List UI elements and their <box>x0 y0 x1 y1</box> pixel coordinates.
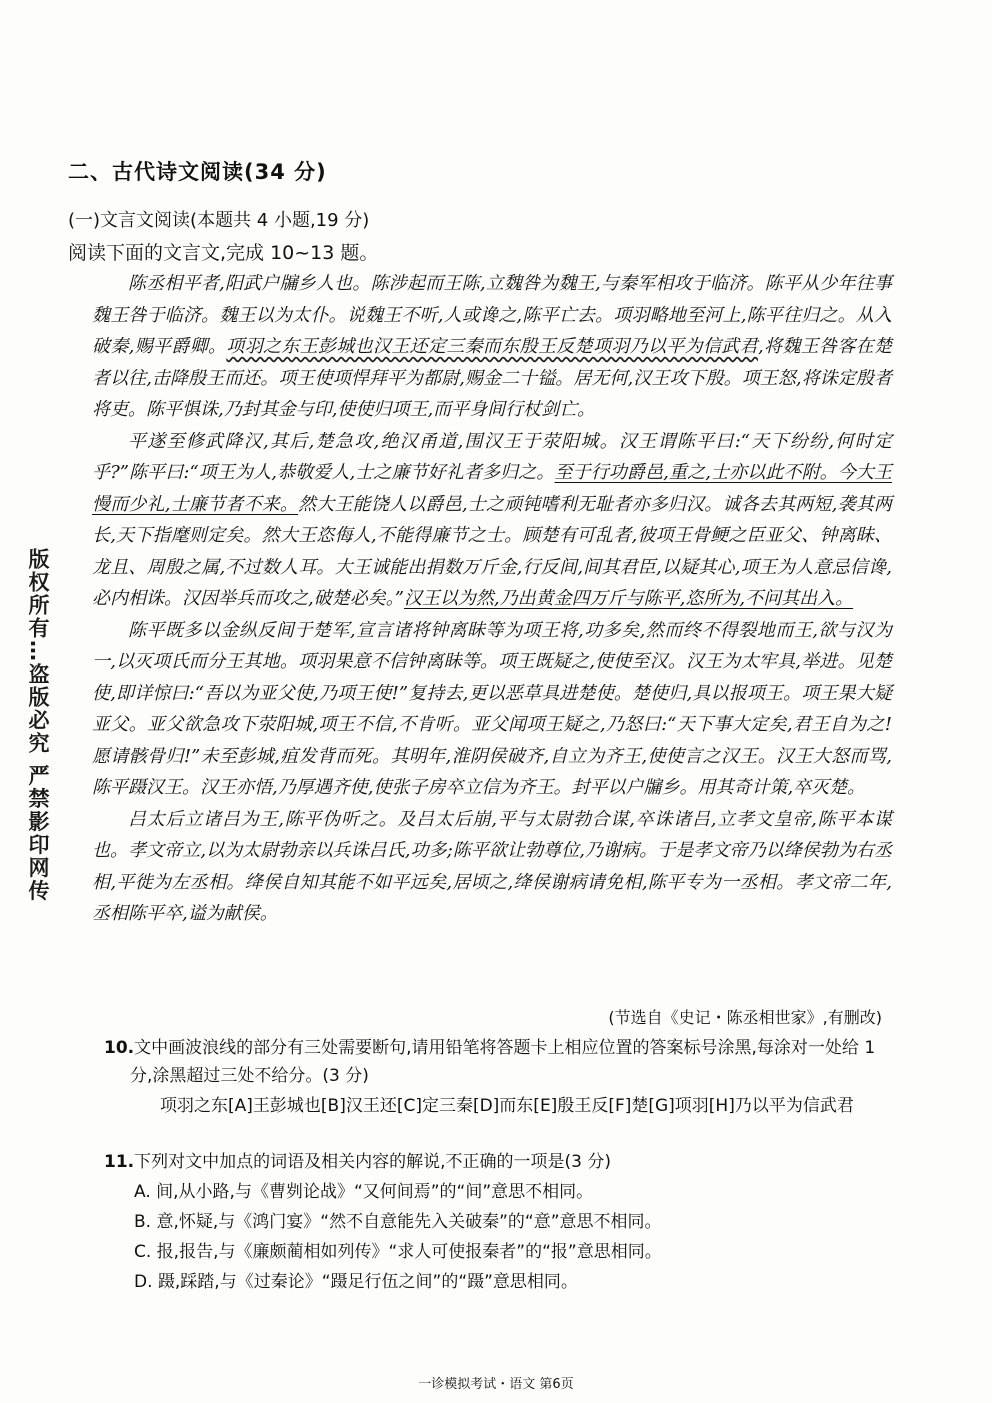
passage-source: (节选自《史记・陈丞相世家》,有删改) <box>608 1008 882 1027</box>
passage-paragraph-4: 吕太后立诸吕为王,陈平伪听之。及吕太后崩,平与太尉勃合谋,卒诛诸吕,立孝文皇帝,陈平本谋也。孝文帝立,以为太尉勃亲以兵诛吕氏,功多;陈平欲让勃尊位,乃谢病。于是孝文帝乃以绛侯勃为右丞相,平徙为左丞相。绛侯自知其能不如平远矣,居顷之,绛侯谢病请免相,陈平专为一丞相。孝文帝二年,丞相陈平卒,谥为献侯。 <box>92 808 892 924</box>
underlined-text: 至于行功爵邑,重之,士亦以此不附。今大王慢而少礼,士廉节者不来。 <box>92 462 893 515</box>
copyright-notice: 版权所有…盗版必究 严禁影印网传 <box>26 548 50 903</box>
question-text: 下列对文中加点的词语及相关内容的解说,不正确的一项是(3 分) <box>134 1152 612 1172</box>
wavy-underlined-text: 项羽之东王彭城也汉王还定三秦而东殷王反楚项羽乃以平为信武君 <box>226 336 758 357</box>
question-number: 11. <box>104 1152 135 1172</box>
passage-paragraph-1 <box>92 268 892 426</box>
classical-chinese-passage <box>92 268 892 930</box>
reading-instruction: 阅读下面的文言文,完成 10~13 题。 <box>68 242 379 264</box>
sentence-break-item: 项羽之东[A]王彭城也[B]汉王还[C]定三秦[D]而东[E]殷王反[F]楚[G]项羽[H]乃以平为信武君 <box>160 1096 854 1116</box>
subsection-title: (一)文言文阅读(本题共 4 小题,19 分) <box>68 210 370 231</box>
question-number: 10. <box>104 1038 135 1058</box>
passage-paragraph-3: 陈平既多以金纵反间于楚军,宣言诸将钟离眛等为项王将,功多矣,然而终不得裂地而王,欲与汉为一,以灭项氏而分王其地。项羽果意不信钟离眛等。项王既疑之,使使至汉。汉王为太牢具,举进。见楚使,即详惊曰:“吾以为亚父使,乃项王使!”复持去,更以恶草具进楚使。楚使归,具以报项王。项王果大疑亚父。亚父欲急攻下荥阳城,项王不信,不肯听。亚父闻项王疑之,乃怒曰:“天下事大定矣,君王自为之!愿请骸骨归!”未至彭城,疽发背而死。其明年,淮阴侯破齐,自立为齐王,使使言之汉王。汉王大怒而骂,陈平蹑汉王。汉王亦悟,乃厚遇齐使,使张子房卒立信为齐王。封平以户牖乡。用其奇计策,卒灭楚。 <box>92 619 892 798</box>
passage-text: 平遂至修武降汉,其后,楚急攻,绝汉甬道,围汉王于荥阳城。汉王谓陈平曰:“天下纷纷,何时定乎?”陈平曰:“项王为人,恭敬爱人,士之廉节好礼者多归之。 <box>92 430 892 483</box>
passage-text: 然大王能饶人以爵邑,士之顽钝嗜利无耻者亦多归汉。诚各去其两短,袭其两长,天下指麾则定矣。然大王恣侮人,不能得廉节之士。顾楚有可乱者,彼项王骨鲠之臣亚父、钟离眛、龙且、周殷之属,不过数人耳。大王诚能出捐数万斤金,行反间,间其君臣,以疑其心,项王为人意忌信谗,必内相诛。汉因举兵而攻之,破楚必矣。” <box>92 493 892 609</box>
option-c: C. 报,报告,与《廉颇蔺相如列传》“求人可使报秦者”的“报”意思相同。 <box>134 1242 662 1262</box>
passage-text: ,将魏王咎客在楚者以往,击降殷王而还。项王使项悍拜平为都尉,赐金二十镒。居无何,汉王攻下殷。项王怒,将诛定殷者将吏。陈平惧诛,乃封其金与印,使使归项王,而平身间行杖剑亡。 <box>92 336 892 420</box>
section-title: 二、古代诗文阅读(34 分) <box>68 160 327 184</box>
underlined-text: 汉王以为然,乃出黄金四万斤与陈平,恣所为,不问其出入。 <box>403 588 854 609</box>
question-stem <box>104 1034 884 1090</box>
option-a: A. 间,从小路,与《曹刿论战》“又何间焉”的“间”意思不相同。 <box>134 1182 594 1202</box>
question-text: 文中画波浪线的部分有三处需要断句,请用铅笔将答题卡上相应位置的答案标号涂黑,每涂对一处给 1 分,涂黑超过三处不给分。(3 分) <box>130 1038 876 1086</box>
question-10 <box>104 1034 884 1120</box>
passage-text: 陈丞相平者,阳武户牖乡人也。陈涉起而王陈,立魏咎为魏王,与秦军相攻于临济。陈平从少年往事魏王咎于临济。魏王以为太仆。说魏王不听,人或谗之,陈平亡去。项羽略地至河上,陈平往归之。从入破秦,赐平爵卿。 <box>92 273 892 357</box>
option-d: D. 蹑,踩踏,与《过秦论》“蹑足行伍之间”的“蹑”意思相同。 <box>134 1272 578 1292</box>
option-b: B. 意,怀疑,与《鸿门宴》“然不自意能先入关破秦”的“意”意思不相同。 <box>134 1212 662 1232</box>
question-stem <box>104 1148 884 1176</box>
question-11 <box>104 1148 884 1296</box>
passage-paragraph-2 <box>92 426 892 615</box>
page-footer: 一诊模拟考试・语文 第6页 <box>418 1377 574 1392</box>
